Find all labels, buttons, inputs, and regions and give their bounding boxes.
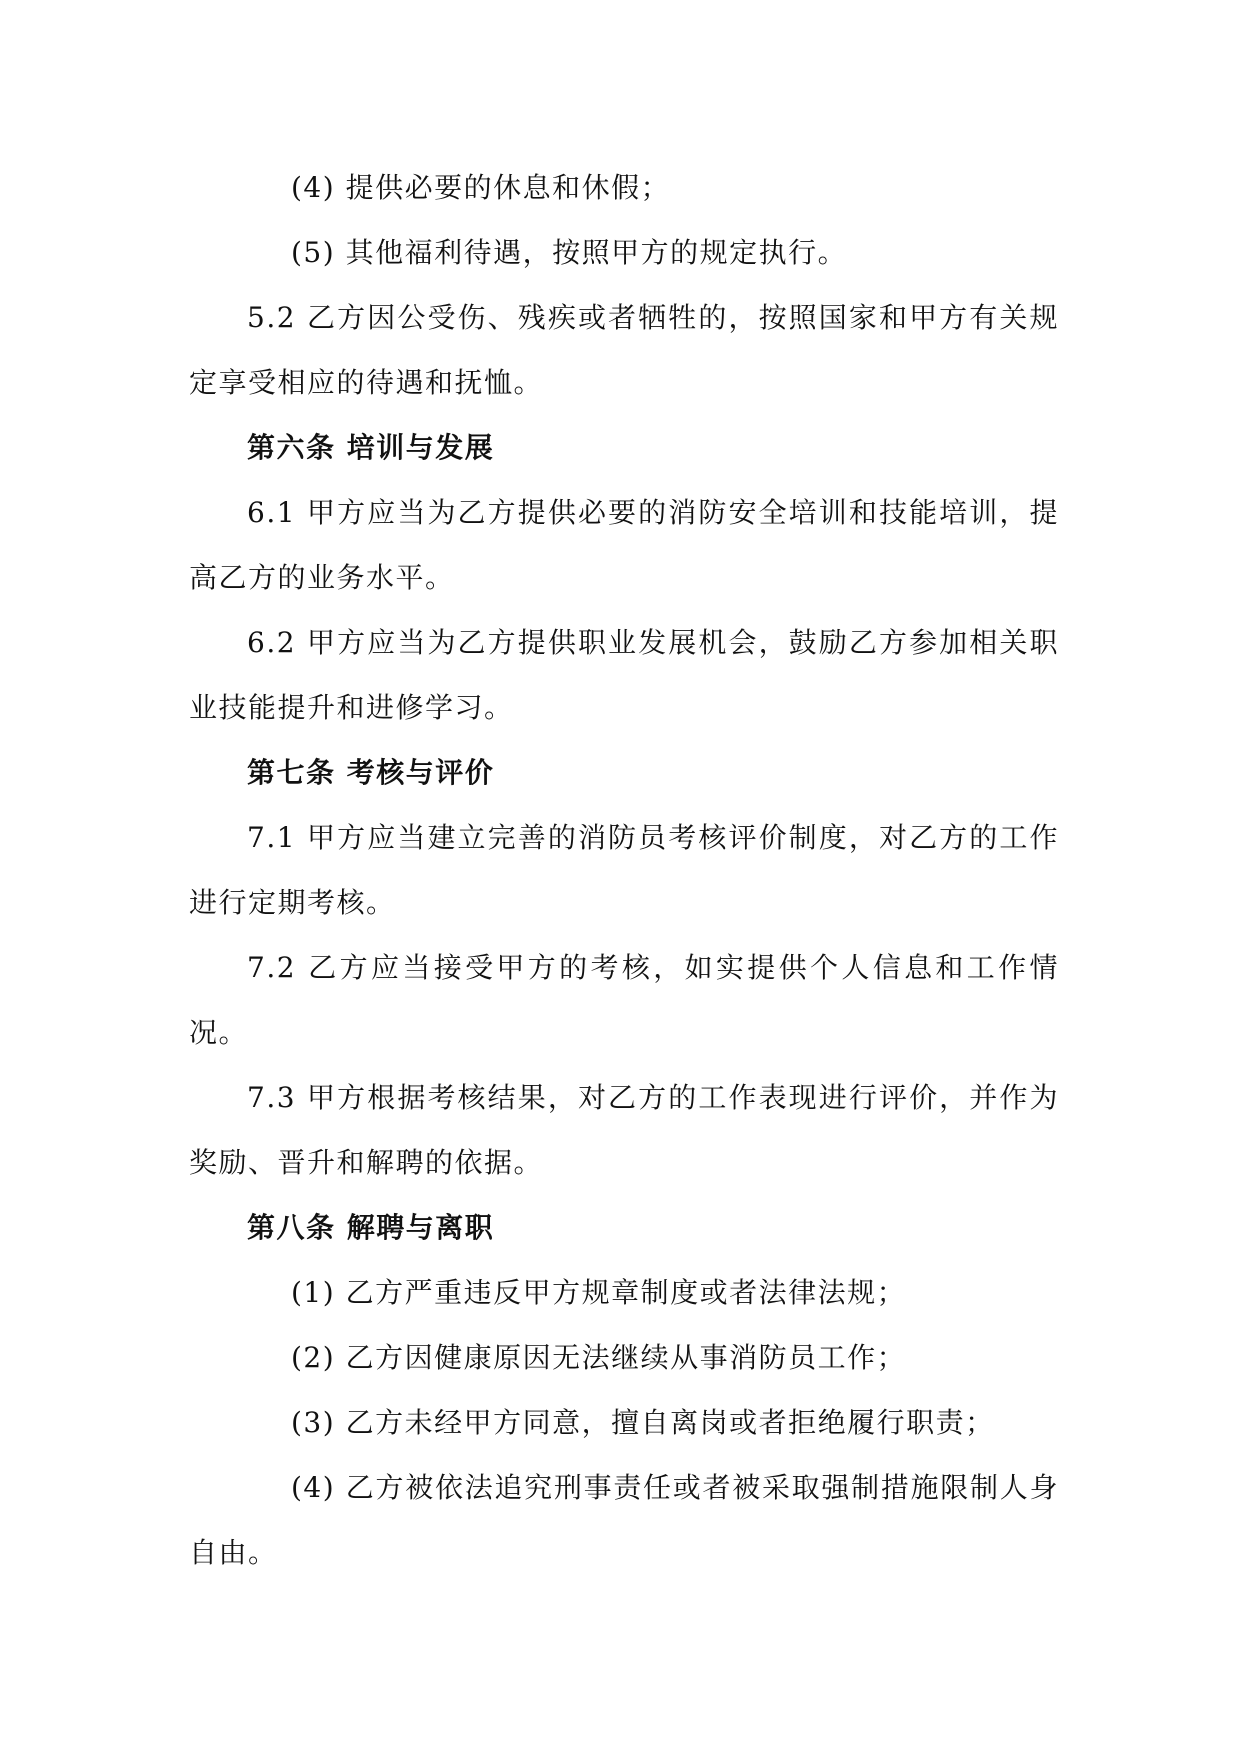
clause-7-3-line-1: 7.3 甲方根据考核结果，对乙方的工作表现进行评价，并作为 bbox=[247, 1081, 1059, 1114]
list-item-absence: (3) 乙方未经甲方同意，擅自离岗或者拒绝履行职责； bbox=[291, 1406, 995, 1439]
clause-6-1-line-1: 6.1 甲方应当为乙方提供必要的消防安全培训和技能培训，提 bbox=[247, 496, 1059, 529]
article-8-heading: 第八条 解聘与离职 bbox=[247, 1211, 495, 1244]
article-6-heading: 第六条 培训与发展 bbox=[247, 431, 495, 464]
clause-7-1-line-1: 7.1 甲方应当建立完善的消防员考核评价制度，对乙方的工作 bbox=[247, 821, 1059, 854]
clause-7-1-line-2: 进行定期考核。 bbox=[189, 886, 396, 919]
clause-7-2-line-2: 况。 bbox=[189, 1016, 249, 1049]
clause-5-2-line-2: 定享受相应的待遇和抚恤。 bbox=[189, 366, 544, 399]
clause-6-1-line-2: 高乙方的业务水平。 bbox=[189, 561, 455, 594]
clause-7-3-line-2: 奖励、晋升和解聘的依据。 bbox=[189, 1146, 544, 1179]
list-item-violation: (1) 乙方严重违反甲方规章制度或者法律法规； bbox=[291, 1276, 907, 1309]
clause-6-2-line-2: 业技能提升和进修学习。 bbox=[189, 691, 514, 724]
list-item-health: (2) 乙方因健康原因无法继续从事消防员工作； bbox=[291, 1341, 907, 1374]
document-body bbox=[189, 155, 1059, 1585]
clause-5-2-line-1: 5.2 乙方因公受伤、残疾或者牺牲的，按照国家和甲方有关规 bbox=[247, 301, 1059, 334]
list-item-other-benefits: (5) 其他福利待遇，按照甲方的规定执行。 bbox=[291, 236, 848, 269]
clause-6-2-line-1: 6.2 甲方应当为乙方提供职业发展机会，鼓励乙方参加相关职 bbox=[247, 626, 1059, 659]
list-item-criminal-line-1: (4) 乙方被依法追究刑事责任或者被采取强制措施限制人身 bbox=[291, 1471, 1059, 1504]
list-item-rest-leave: (4) 提供必要的休息和休假； bbox=[291, 171, 671, 204]
list-item-criminal-line-2: 自由。 bbox=[189, 1536, 278, 1569]
clause-7-2-line-1: 7.2 乙方应当接受甲方的考核，如实提供个人信息和工作情 bbox=[247, 951, 1059, 984]
article-7-heading: 第七条 考核与评价 bbox=[247, 756, 495, 789]
